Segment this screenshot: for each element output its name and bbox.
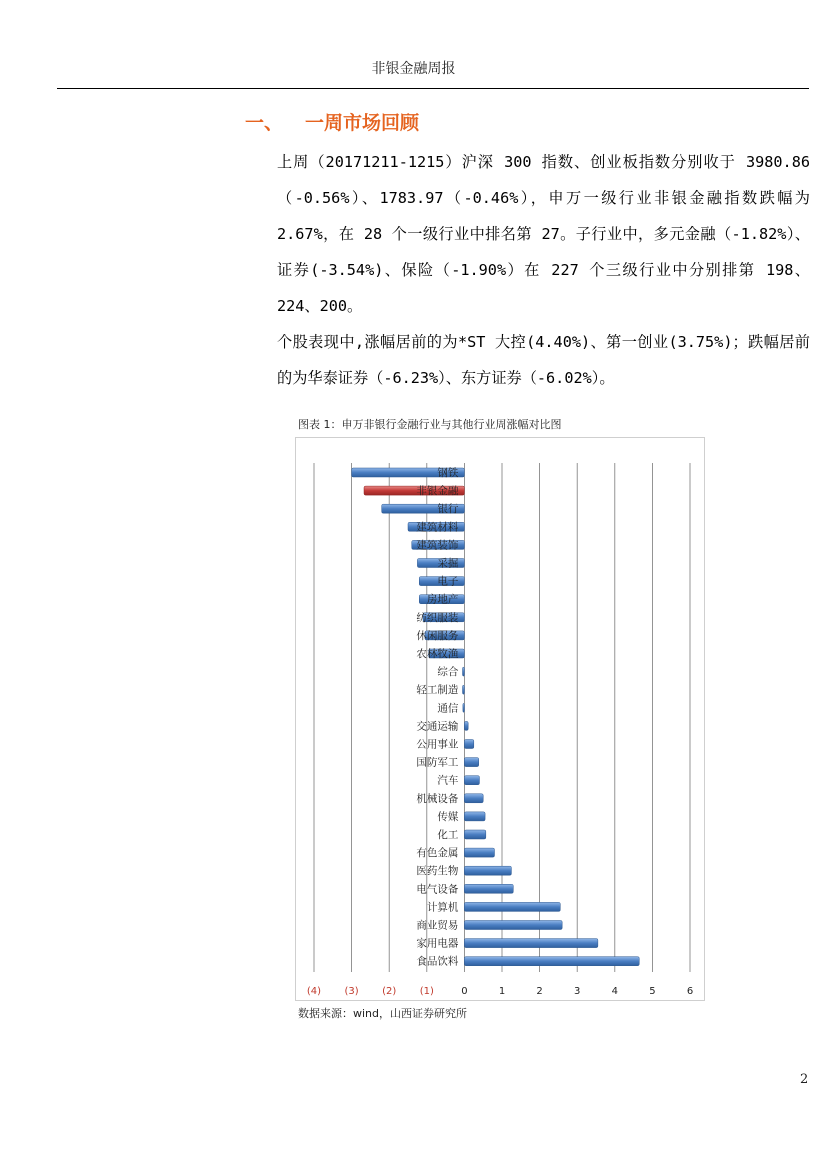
category-label: 建筑材料 bbox=[416, 521, 459, 534]
category-label: 公用事业 bbox=[416, 738, 459, 751]
category-label: 计算机 bbox=[426, 901, 459, 914]
bar-23 bbox=[464, 884, 513, 893]
category-label: 汽车 bbox=[437, 774, 459, 787]
bar-15 bbox=[464, 740, 473, 749]
x-tick-label: 0 bbox=[461, 986, 468, 997]
bar-17 bbox=[464, 776, 479, 785]
category-label: 钢铁 bbox=[437, 467, 459, 479]
category-label: 银行 bbox=[437, 503, 459, 516]
category-label: 传媒 bbox=[437, 810, 459, 823]
category-label: 综合 bbox=[437, 666, 459, 679]
category-label: 休闲服务 bbox=[416, 629, 459, 642]
category-label: 食品饮料 bbox=[416, 955, 459, 968]
category-label: 化工 bbox=[437, 829, 459, 841]
body-text bbox=[277, 144, 810, 396]
category-label: 农林牧渔 bbox=[416, 648, 459, 660]
x-tick-label: 2 bbox=[536, 986, 543, 997]
bar-27 bbox=[464, 957, 639, 966]
bar-16 bbox=[464, 758, 478, 767]
paragraph-market-review: 上周（20171211-1215）沪深 300 指数、创业板指数分别收于 3980.86（-0.56%）、1783.97（-0.46%），申万一级行业非银金融指数跌幅为 2.67%，在 28 个一级行业中排名第 27。子行业中，多元金融（-1.82%）、证券(-3.54%)、保险（-1.90%）在 227 个三级行业中分别排第 198、224、200。 bbox=[277, 153, 810, 315]
figure-caption: 图表 1：申万非银行金融行业与其他行业周涨幅对比图 bbox=[298, 418, 562, 431]
category-label: 建筑装饰 bbox=[416, 539, 459, 552]
x-tick-label: (3) bbox=[344, 986, 359, 997]
bar-14 bbox=[464, 721, 468, 730]
bar-24 bbox=[464, 902, 560, 911]
x-tick-label: (1) bbox=[419, 986, 434, 997]
category-label: 医药生物 bbox=[416, 865, 459, 878]
x-tick-label: 1 bbox=[498, 986, 506, 997]
category-label: 轻工制造 bbox=[416, 684, 459, 697]
bar-25 bbox=[464, 921, 562, 930]
category-label: 纺织服装 bbox=[416, 611, 459, 624]
chart-frame bbox=[295, 437, 705, 1001]
category-label: 通信 bbox=[437, 702, 459, 715]
category-label: 房地产 bbox=[426, 593, 459, 606]
report-header-title: 非银金融周报 bbox=[371, 61, 456, 77]
bar-19 bbox=[464, 812, 485, 821]
bar-26 bbox=[464, 939, 597, 948]
figure-source-note: 数据来源：wind，山西证券研究所 bbox=[298, 1007, 468, 1020]
category-label: 有色金属 bbox=[416, 847, 459, 860]
page-number: 2 bbox=[800, 1072, 809, 1087]
category-label: 商业贸易 bbox=[416, 919, 459, 932]
bar-12 bbox=[463, 685, 465, 694]
bar-18 bbox=[464, 794, 483, 803]
category-label: 机械设备 bbox=[416, 792, 459, 805]
category-label: 电子 bbox=[437, 575, 459, 588]
category-label: 非银金融 bbox=[416, 485, 459, 498]
x-tick-label: (2) bbox=[382, 986, 397, 997]
category-label: 家用电器 bbox=[416, 937, 459, 950]
category-label: 国防军工 bbox=[416, 756, 459, 769]
category-label: 电气设备 bbox=[416, 883, 459, 896]
paragraph-stock-performance: 个股表现中,涨幅居前的为*ST 大控(4.40%)、第一创业(3.75%)；跌幅居前的为华泰证券（-6.23%）、东方证券（-6.02%）。 bbox=[277, 333, 810, 387]
section-title: 一周市场回顾 bbox=[305, 112, 420, 134]
bar-20 bbox=[464, 830, 485, 839]
x-tick-label: 5 bbox=[649, 986, 656, 997]
section-heading bbox=[245, 108, 419, 135]
x-tick-label: 3 bbox=[574, 986, 581, 997]
x-tick-label: 4 bbox=[611, 986, 618, 997]
category-label: 交通运输 bbox=[416, 720, 459, 733]
x-tick-label: (4) bbox=[306, 986, 322, 997]
bar-11 bbox=[463, 667, 465, 676]
industry-weekly-change-chart bbox=[296, 438, 704, 1000]
bar-22 bbox=[464, 866, 511, 875]
bar-13 bbox=[463, 703, 465, 712]
category-label: 采掘 bbox=[437, 557, 459, 570]
bar-21 bbox=[464, 848, 494, 857]
section-number: 一、 bbox=[245, 112, 284, 134]
x-tick-label: 6 bbox=[686, 986, 694, 997]
header-divider bbox=[57, 88, 809, 89]
